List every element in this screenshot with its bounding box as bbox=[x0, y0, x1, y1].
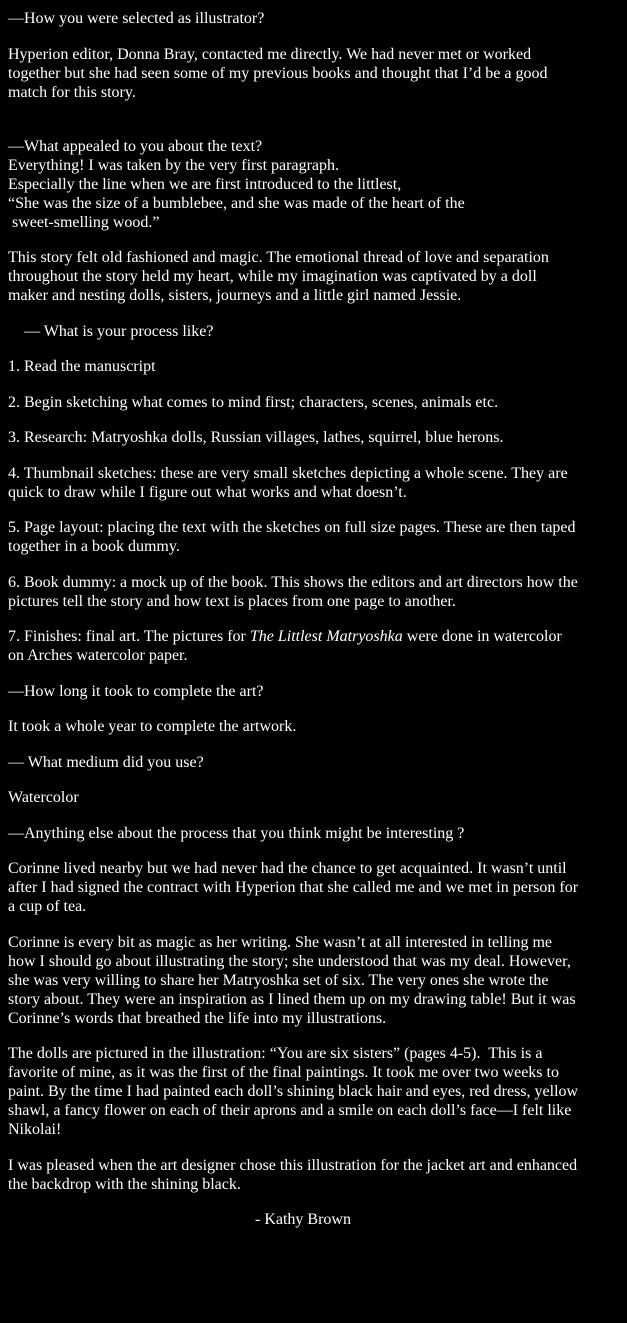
text-line: on Arches watercolor paper. bbox=[8, 647, 188, 664]
italic-text-segment: The Littlest Matryoshka bbox=[249, 628, 403, 645]
question-what-appealed-and-answer bbox=[8, 137, 619, 232]
text-line: match for this story. bbox=[8, 83, 136, 101]
text-line: “She was the size of a bumblebee, and she was made of the heart of the bbox=[8, 194, 465, 212]
text-line: 5. Page layout: placing the text with the sketches on full size pages. These are then taped bbox=[8, 519, 576, 536]
text-line: Hyperion editor, Donna Bray, contacted me directly. We had never met or worked bbox=[8, 45, 532, 63]
text-line: —What appealed to you about the text? bbox=[8, 137, 263, 155]
text-line: - Kathy Brown bbox=[255, 1211, 351, 1228]
text-line: I was pleased when the art designer chose this illustration for the jacket art and enhanced bbox=[8, 1156, 578, 1174]
answer-medium bbox=[8, 788, 619, 807]
text-line bbox=[8, 627, 619, 646]
text-line: Corinne is every bit as magic as her writing. She wasn’t at all interested in telling me bbox=[8, 933, 553, 951]
text-line: maker and nesting dolls, sisters, journeys and a little girl named Jessie. bbox=[8, 287, 462, 304]
answer-how-selected bbox=[8, 45, 619, 102]
text-line: Corinne lived nearby but we had never had the chance to get acquainted. It wasn’t until bbox=[8, 860, 567, 877]
question-process bbox=[8, 322, 619, 341]
process-step-4 bbox=[8, 464, 619, 502]
text-line: Nikolai! bbox=[8, 1121, 62, 1138]
paragraph-corinne-magic bbox=[8, 933, 619, 1028]
paragraph-story-felt bbox=[8, 248, 619, 305]
question-anything-else bbox=[8, 824, 619, 843]
text-line: 6. Book dummy: a mock up of the book. This shows the editors and art directors how the bbox=[8, 573, 578, 591]
text-line: —How you were selected as illustrator? bbox=[8, 10, 265, 27]
text-line: together in a book dummy. bbox=[8, 538, 180, 555]
text-line: the backdrop with the shining black. bbox=[8, 1175, 241, 1193]
text-line: 4. Thumbnail sketches: these are very small sketches depicting a whole scene. They are bbox=[8, 464, 568, 482]
text-line: pictures tell the story and how text is places from one page to another. bbox=[8, 592, 456, 610]
text-segment: were done in watercolor bbox=[402, 628, 562, 645]
signature-kathy-brown bbox=[255, 1210, 619, 1229]
process-step-2 bbox=[8, 393, 619, 412]
text-line: Corinne’s words that breathed the life into my illustrations. bbox=[8, 1009, 387, 1027]
process-step-5 bbox=[8, 518, 619, 556]
text-line: she was very willing to share her Matryoshka set of six. The very ones she wrote the bbox=[8, 971, 549, 989]
question-medium bbox=[8, 753, 619, 772]
question-how-long bbox=[8, 682, 619, 701]
text-line: quick to draw while I figure out what works and what doesn’t. bbox=[8, 483, 407, 501]
text-line: after I had signed the contract with Hyperion that she called me and we met in person for bbox=[8, 879, 579, 896]
question-how-selected bbox=[8, 9, 619, 28]
process-step-3 bbox=[8, 428, 619, 447]
text-line: paint. By the time I had painted each doll’s shining black hair and eyes, red dress, yellow bbox=[8, 1083, 579, 1100]
text-line: — What medium did you use? bbox=[8, 753, 204, 771]
process-step-6 bbox=[8, 573, 619, 611]
process-step-1 bbox=[8, 357, 619, 376]
text-line: favorite of mine, as it was the first of the final paintings. It took me over two weeks to bbox=[8, 1064, 559, 1081]
text-segment: 7. Finishes: final art. The pictures for bbox=[8, 628, 250, 645]
text-line: Watercolor bbox=[8, 789, 79, 806]
text-line: Everything! I was taken by the very first paragraph. bbox=[8, 156, 339, 174]
paragraph-corinne-nearby bbox=[8, 859, 619, 916]
text-line: It took a whole year to complete the artwork. bbox=[8, 718, 297, 735]
process-step-7 bbox=[8, 627, 619, 665]
text-line: sweet-smelling wood.” bbox=[8, 213, 160, 231]
text-line: Especially the line when we are first introduced to the littlest, bbox=[8, 175, 402, 193]
text-line: 1. Read the manuscript bbox=[8, 358, 156, 375]
paragraph-jacket-art bbox=[8, 1156, 619, 1194]
text-line: 3. Research: Matryoshka dolls, Russian villages, lathes, squirrel, blue herons. bbox=[8, 429, 504, 446]
text-line: —How long it took to complete the art? bbox=[8, 682, 264, 700]
text-line: — What is your process like? bbox=[8, 322, 214, 340]
text-line: a cup of tea. bbox=[8, 898, 87, 915]
text-line: This story felt old fashioned and magic. The emotional thread of love and separation bbox=[8, 249, 549, 266]
text-line: story about. They were an inspiration as I lined them up on my drawing table! But it was bbox=[8, 990, 576, 1008]
text-line: The dolls are pictured in the illustration: “You are six sisters” (pages 4-5). This is a bbox=[8, 1045, 543, 1062]
text-line: shawl, a fancy flower on each of their aprons and a smile on each doll’s face—I felt like bbox=[8, 1102, 572, 1119]
text-line: together but she had seen some of my previous books and thought that I’d be a good bbox=[8, 64, 548, 82]
text-line: throughout the story held my heart, while my imagination was captivated by a doll bbox=[8, 268, 537, 285]
text-line: how I should go about illustrating the story; she understood that was my deal. However, bbox=[8, 952, 571, 970]
paragraph-dolls-pictured bbox=[8, 1044, 619, 1139]
text-line: 2. Begin sketching what comes to mind first; characters, scenes, animals etc. bbox=[8, 393, 499, 411]
answer-how-long bbox=[8, 717, 619, 736]
text-line: —Anything else about the process that you think might be interesting ? bbox=[8, 824, 465, 842]
